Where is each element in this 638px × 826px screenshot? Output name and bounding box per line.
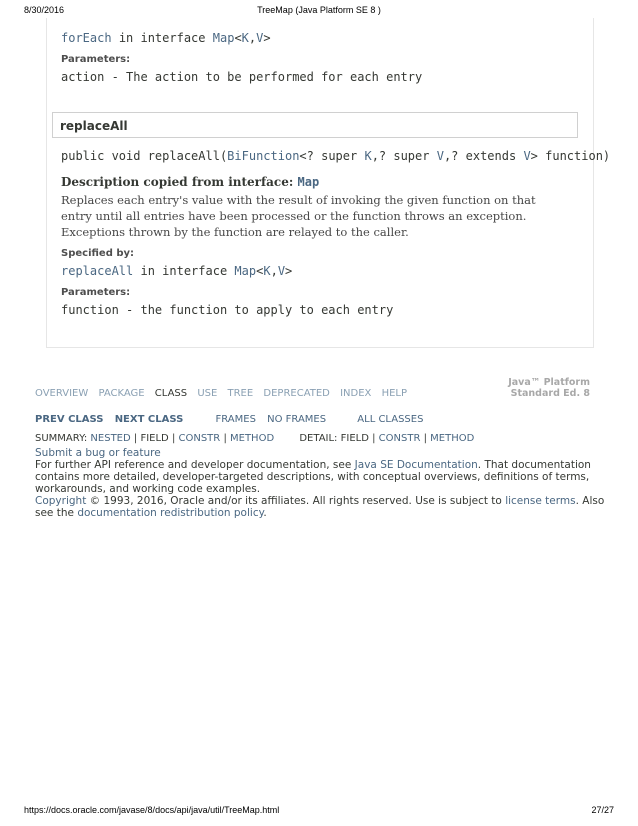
- summary-constr-link[interactable]: CONSTR: [178, 433, 221, 444]
- separator: |: [133, 433, 138, 444]
- detail-label: DETAIL:: [299, 433, 338, 444]
- print-page-number: 27/27: [591, 805, 614, 815]
- print-date: 8/30/2016: [24, 5, 65, 15]
- nav-deprecated[interactable]: DEPRECATED: [263, 388, 330, 399]
- nav-class: CLASS: [154, 388, 188, 399]
- nav-index[interactable]: INDEX: [340, 388, 372, 399]
- summary-method-link[interactable]: METHOD: [230, 433, 275, 444]
- replaceall-link[interactable]: replaceAll: [61, 264, 134, 278]
- sig-v-link[interactable]: V: [436, 149, 444, 163]
- further-pre: For further API reference and developer documentation, see: [35, 459, 352, 471]
- sig-part3: ,? extends: [443, 149, 524, 163]
- sig-prefix: public void replaceAll(: [61, 149, 228, 163]
- detail-method-link[interactable]: METHOD: [430, 433, 475, 444]
- param-line: function - the function to apply to each entry: [61, 303, 394, 317]
- legal-footer: [35, 447, 615, 519]
- method-heading-bar: [52, 112, 578, 138]
- summary-field: FIELD: [140, 433, 169, 444]
- sig-k-link[interactable]: K: [364, 149, 372, 163]
- bifunction-link[interactable]: BiFunction: [227, 149, 300, 163]
- type-params: <K,V>: [234, 31, 271, 45]
- bottom-nav: [35, 388, 407, 399]
- type-params: <K,V>: [256, 264, 293, 278]
- type-param-k-link[interactable]: K: [241, 31, 249, 45]
- sig-part4: > function): [530, 149, 611, 163]
- nav-help[interactable]: HELP: [381, 388, 408, 399]
- parameters-label: Parameters:: [61, 287, 131, 298]
- foreach-link[interactable]: forEach: [61, 31, 112, 45]
- copyright-line: [35, 495, 615, 519]
- type-param-v-link[interactable]: V: [256, 31, 264, 45]
- print-url: https://docs.oracle.com/javase/8/docs/api/java/util/TreeMap.html: [24, 805, 280, 815]
- summary-label: SUMMARY:: [35, 433, 88, 444]
- further-post: . That documentation contains more detailed, developer-targeted descriptions, with conceptual overviews, definitions of terms, workarounds, and working code examples.: [35, 459, 591, 495]
- map-interface-link[interactable]: Map: [212, 31, 235, 45]
- summary-detail-row: [35, 433, 474, 444]
- redistribution-policy-link[interactable]: documentation redistribution policy: [77, 507, 264, 519]
- method-heading: replaceAll: [60, 119, 128, 133]
- prev-specified-by-line: [61, 31, 271, 45]
- prev-parameters-label: Parameters:: [61, 54, 131, 65]
- desc-map-link[interactable]: Map: [297, 175, 320, 189]
- in-interface-text: in interface: [140, 264, 228, 278]
- detail-constr-link[interactable]: CONSTR: [378, 433, 421, 444]
- sig-part2: ,? super: [371, 149, 437, 163]
- frames-link[interactable]: FRAMES: [215, 414, 256, 425]
- nav-package[interactable]: PACKAGE: [98, 388, 145, 399]
- subnav-row: [35, 414, 423, 425]
- no-frames-link[interactable]: NO FRAMES: [267, 414, 327, 425]
- submit-bug-link[interactable]: Submit a bug or feature: [35, 447, 161, 459]
- copyright-link[interactable]: Copyright: [35, 495, 87, 507]
- specified-by-line: [61, 264, 292, 278]
- map-interface-link[interactable]: Map: [234, 264, 257, 278]
- nav-tree[interactable]: TREE: [227, 388, 254, 399]
- in-interface-text: in interface: [118, 31, 206, 45]
- type-param-k-link[interactable]: K: [263, 264, 271, 278]
- copyright-text: © 1993, 2016, Oracle and/or its affiliates. All rights reserved. Use is subject to: [89, 495, 502, 507]
- platform-line1: Java™ Platform: [508, 377, 590, 388]
- description-label: Description copied from interface:: [61, 175, 294, 189]
- java-se-docs-link[interactable]: Java SE Documentation: [354, 459, 478, 471]
- separator: |: [223, 433, 227, 444]
- prev-param-line: action - The action to be performed for each entry: [61, 70, 423, 84]
- prev-class-link[interactable]: PREV CLASS: [35, 414, 104, 425]
- platform-line2: Standard Ed. 8: [510, 388, 590, 399]
- summary-nested-link[interactable]: NESTED: [90, 433, 131, 444]
- platform-badge: [508, 377, 590, 399]
- separator: |: [171, 433, 176, 444]
- type-param-v-link[interactable]: V: [277, 264, 286, 278]
- further-reference: [35, 459, 615, 495]
- method-signature: [61, 149, 610, 163]
- specified-by-label: Specified by:: [61, 248, 135, 259]
- nav-use[interactable]: USE: [197, 388, 218, 399]
- license-terms-link[interactable]: license terms: [505, 495, 576, 507]
- detail-field: FIELD: [340, 433, 369, 444]
- separator: |: [372, 433, 376, 444]
- separator: |: [423, 433, 427, 444]
- description-title: [61, 175, 319, 189]
- description-text: Replaces each entry's value with the result of invoking the given function on that entry until all entries have been processed or the function throws an exception. Exceptions thrown by the function are relayed to the caller.: [61, 193, 536, 239]
- all-classes-link[interactable]: ALL CLASSES: [357, 414, 424, 425]
- sig-v2-link[interactable]: V: [523, 149, 531, 163]
- next-class-link[interactable]: NEXT CLASS: [114, 414, 184, 425]
- print-title: TreeMap (Java Platform SE 8 ): [257, 5, 381, 15]
- nav-overview[interactable]: OVERVIEW: [35, 388, 89, 399]
- end-period: .: [263, 507, 267, 519]
- also-see-text: . Also see the: [35, 495, 605, 519]
- sig-part1: <? super: [299, 149, 365, 163]
